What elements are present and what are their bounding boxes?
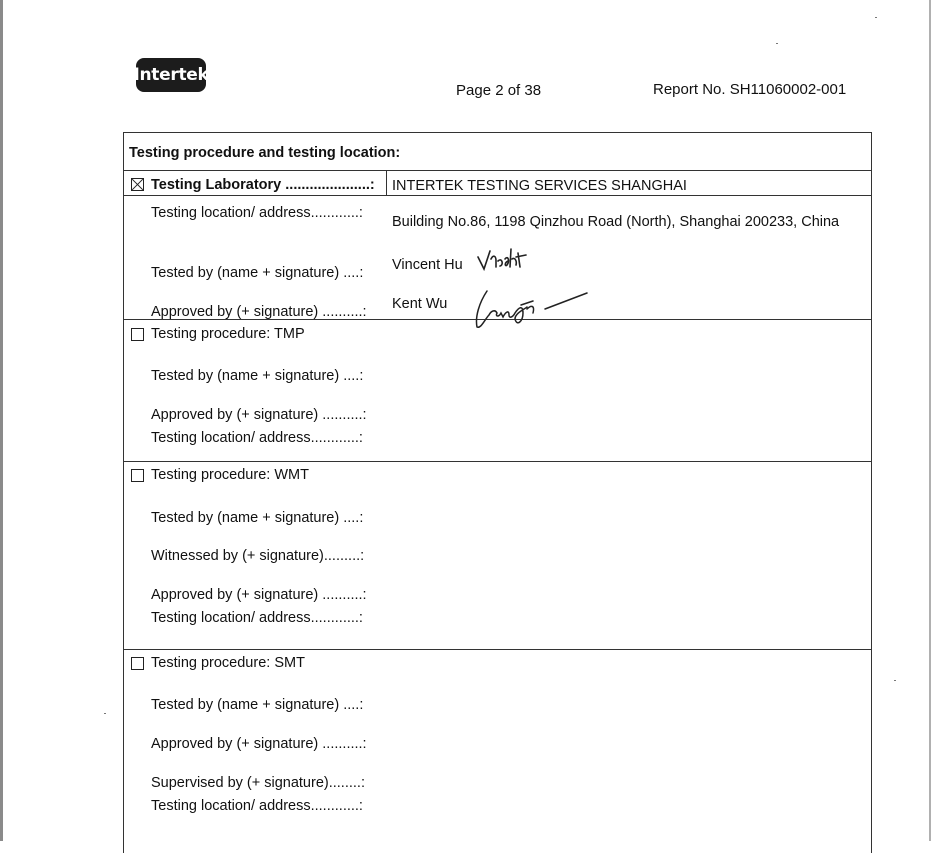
lab-address-label: Testing location/ address............: — [151, 205, 363, 221]
smt-supervised-label: Supervised by (+ signature)........: — [151, 775, 365, 791]
table-rule — [124, 649, 871, 650]
smt-label: Testing procedure: SMT — [151, 655, 305, 671]
scan-speck — [875, 17, 877, 18]
wmt-checkbox[interactable] — [131, 469, 144, 482]
smt-approved-label: Approved by (+ signature) ..........: — [151, 736, 367, 752]
tmp-address-label: Testing location/ address............: — [151, 430, 363, 446]
wmt-address-label: Testing location/ address............: — [151, 610, 363, 626]
smt-address-label: Testing location/ address............: — [151, 798, 363, 814]
laboratory-checkbox[interactable] — [131, 178, 144, 191]
smt-checkbox[interactable] — [131, 657, 144, 670]
testing-procedure-table — [123, 132, 872, 853]
table-rule — [124, 170, 871, 171]
table-rule — [124, 195, 871, 196]
lab-tested-label: Tested by (name + signature) ....: — [151, 265, 364, 281]
table-rule — [124, 461, 871, 462]
report-number: Report No. SH11060002-001 — [653, 81, 847, 98]
table-col-divider — [386, 170, 387, 196]
approver-signature — [469, 287, 594, 335]
lab-address-value: Building No.86, 1198 Qinzhou Road (North), Shanghai 200233, China — [392, 214, 840, 230]
tmp-label: Testing procedure: TMP — [151, 326, 305, 342]
tmp-checkbox[interactable] — [131, 328, 144, 341]
wmt-witnessed-label: Witnessed by (+ signature).........: — [151, 548, 365, 564]
table-title: Testing procedure and testing location: — [129, 145, 401, 161]
smt-tested-label: Tested by (name + signature) ....: — [151, 697, 364, 713]
laboratory-label: Testing Laboratory .....................: — [151, 177, 375, 193]
wmt-approved-label: Approved by (+ signature) ..........: — [151, 587, 367, 603]
scan-speck — [894, 680, 896, 681]
wmt-label: Testing procedure: WMT — [151, 467, 309, 483]
page-number: Page 2 of 38 — [456, 82, 542, 99]
laboratory-value: INTERTEK TESTING SERVICES SHANGHAI — [392, 178, 687, 194]
scan-speck — [776, 43, 778, 44]
lab-approved-label: Approved by (+ signature) ..........: — [151, 304, 367, 320]
page-left-edge — [0, 0, 3, 841]
tmp-approved-label: Approved by (+ signature) ..........: — [151, 407, 367, 423]
lab-tested-value: Vincent Hu — [392, 257, 463, 273]
scan-speck — [104, 713, 106, 714]
lab-approved-value: Kent Wu — [392, 296, 448, 312]
intertek-logo: Intertek — [136, 58, 206, 92]
tmp-tested-label: Tested by (name + signature) ....: — [151, 368, 364, 384]
tester-signature — [474, 245, 544, 277]
wmt-tested-label: Tested by (name + signature) ....: — [151, 510, 364, 526]
